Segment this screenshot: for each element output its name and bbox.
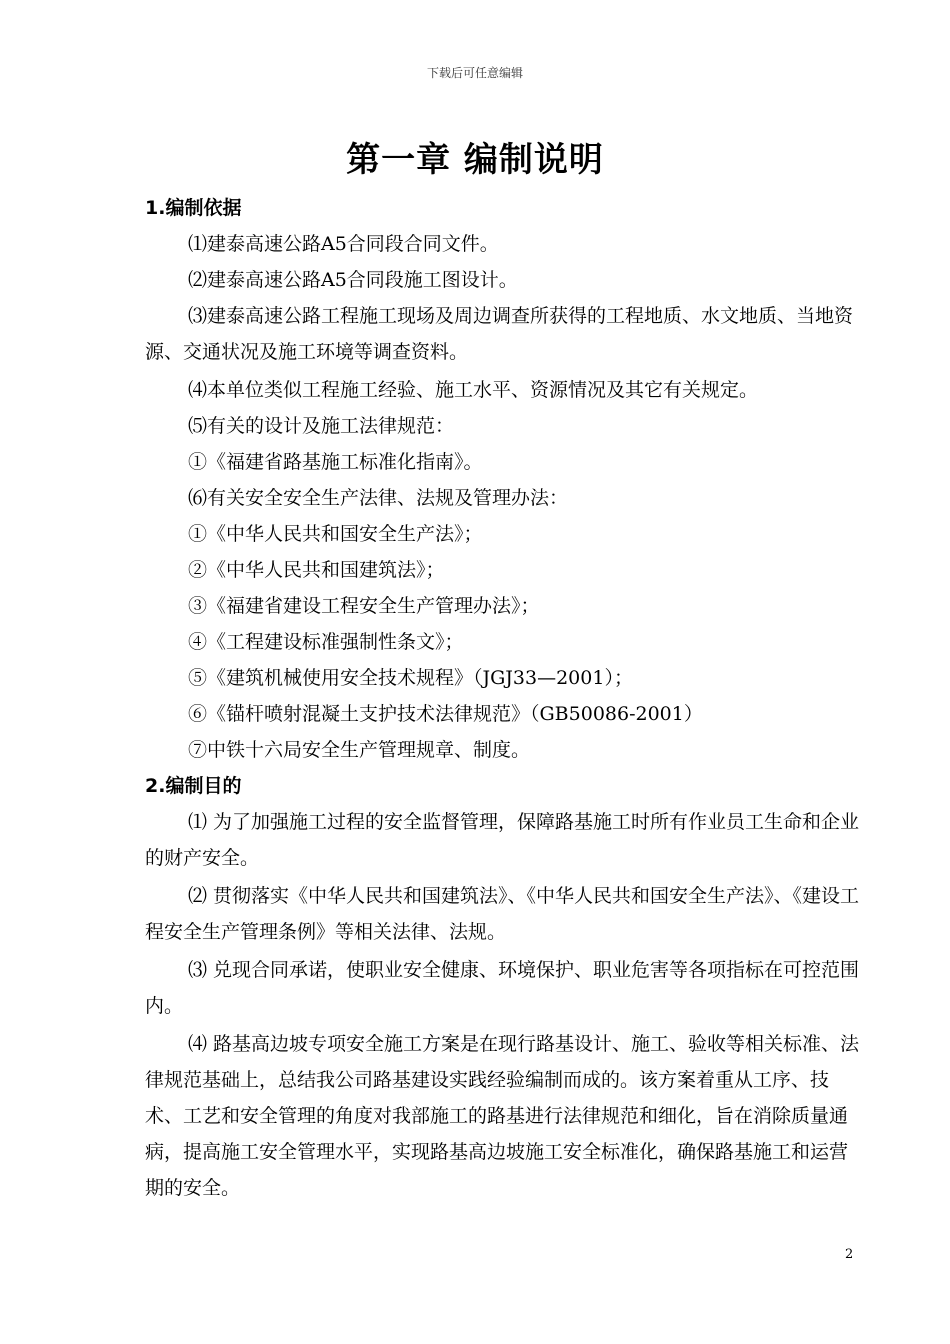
document-body bbox=[145, 190, 865, 1208]
basis-subitem: ①《中华人民共和国安全生产法》； bbox=[188, 523, 483, 545]
basis-item: ⑸有关的设计及施工法律规范： bbox=[188, 415, 455, 437]
basis-subitem: ⑤《建筑机械使用安全技术规程》（JGJ33—2001）； bbox=[188, 667, 633, 689]
section-heading-purpose: 2.编制目的 bbox=[145, 775, 242, 797]
page-header-note: 下载后可任意编辑 bbox=[426, 66, 523, 80]
basis-subitem: ⑥《锚杆喷射混凝土支护技术法律规范》（GB50086-2001） bbox=[188, 703, 703, 725]
basis-subitem: ②《中华人民共和国建筑法》； bbox=[188, 559, 445, 581]
purpose-paragraph: ⑴ 为了加强施工过程的安全监督管理，保障路基施工时所有作业员工生命和企业的财产安全。 bbox=[145, 811, 860, 869]
basis-subitem: ⑦中铁十六局安全生产管理规章、制度。 bbox=[188, 739, 531, 761]
section-heading-basis: 1.编制依据 bbox=[145, 197, 242, 219]
page-number: 2 bbox=[845, 1247, 854, 1262]
basis-subitem: ④《工程建设标准强制性条文》； bbox=[188, 631, 464, 653]
basis-item: ⑶建泰高速公路工程施工现场及周边调查所获得的工程地质、水文地质、当地资源、交通状况及施工环境等调查资料。 bbox=[145, 305, 854, 363]
purpose-paragraph: ⑷ 路基高边坡专项安全施工方案是在现行路基设计、施工、验收等相关标准、法律规范基础上，总结我公司路基建设实践经验编制而成的。该方案着重从工序、技术、工艺和安全管理的角度对我部施工的路基进行法律规范和细化，旨在消除质量通病，提高施工安全管理水平，实现路基高边坡施工安全标准化，确保路基施工和运营期的安全。 bbox=[145, 1033, 860, 1199]
basis-item: ⑷本单位类似工程施工经验、施工水平、资源情况及其它有关规定。 bbox=[188, 379, 759, 401]
chapter-title: 第一章 编制说明 bbox=[346, 140, 604, 180]
basis-subitem: ③《福建省建设工程安全生产管理办法》； bbox=[188, 595, 540, 617]
basis-item: ⑹有关安全安全生产法律、法规及管理办法： bbox=[188, 487, 569, 509]
basis-item: ⑴建泰高速公路A5合同段合同文件。 bbox=[188, 233, 499, 255]
purpose-paragraph: ⑶ 兑现合同承诺，使职业安全健康、环境保护、职业危害等各项指标在可控范围内。 bbox=[145, 959, 860, 1017]
basis-item: ⑵建泰高速公路A5合同段施工图设计。 bbox=[188, 269, 518, 291]
purpose-paragraph: ⑵ 贯彻落实《中华人民共和国建筑法》、《中华人民共和国安全生产法》、《建设工程安全生产管理条例》等相关法律、法规。 bbox=[145, 885, 860, 943]
basis-subitem: ①《福建省路基施工标准化指南》。 bbox=[188, 451, 483, 473]
